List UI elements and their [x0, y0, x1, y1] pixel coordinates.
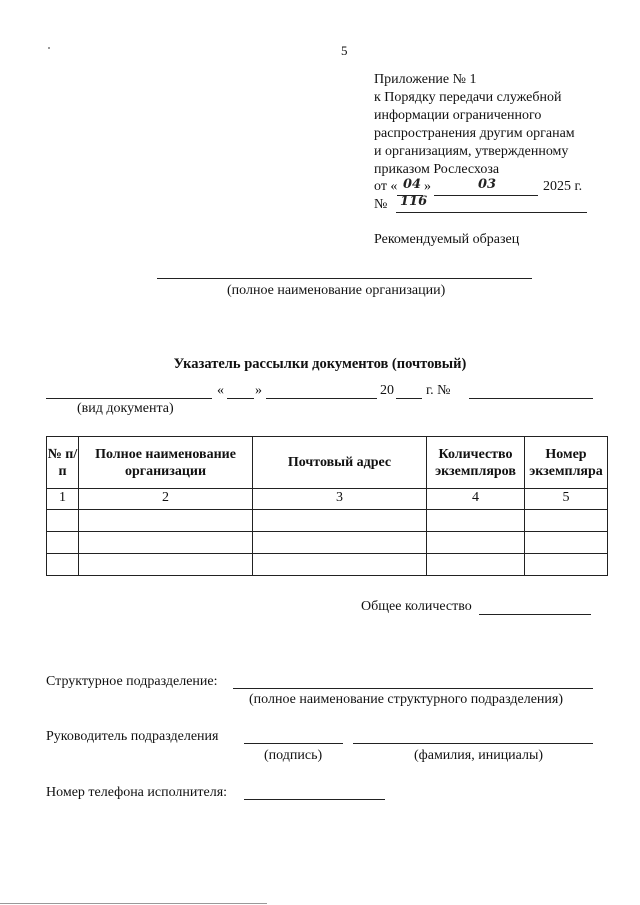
date-prefix: от «	[374, 179, 398, 194]
appendix-line: и организациям, утвержденному	[374, 144, 569, 159]
table-row	[47, 532, 608, 554]
column-number: 1	[47, 489, 79, 510]
date-year: 2025 г.	[543, 179, 583, 194]
doc-month-line	[266, 398, 377, 399]
head-label: Руководитель подразделения	[46, 729, 219, 744]
doc-quote-close: »	[255, 383, 262, 398]
table-cell	[525, 510, 608, 532]
date-day: 04	[403, 177, 422, 192]
column-number: 4	[427, 489, 525, 510]
table-cell	[47, 532, 79, 554]
table-cell	[79, 510, 253, 532]
number-line	[396, 212, 587, 213]
table-cell	[427, 532, 525, 554]
signature-caption: (подпись)	[264, 748, 323, 763]
table-row	[47, 554, 608, 576]
full-name-caption: (фамилия, инициалы)	[414, 748, 544, 763]
doc-quote-open: «	[217, 383, 224, 398]
table-cell	[79, 554, 253, 576]
division-label: Структурное подразделение:	[46, 674, 218, 689]
full-name-line	[353, 743, 593, 744]
table-header-row	[47, 437, 608, 489]
table-cell	[525, 532, 608, 554]
appendix-line: информации ограниченного	[374, 108, 542, 123]
doc-year-prefix: 20	[380, 383, 394, 398]
page-number: 5	[341, 43, 348, 58]
doc-type-caption: (вид документа)	[77, 401, 174, 416]
recommended-sample: Рекомендуемый образец	[374, 232, 520, 247]
table-row	[47, 510, 608, 532]
total-label: Общее количество	[361, 599, 472, 614]
table-cell	[253, 532, 427, 554]
doc-number-line	[469, 398, 593, 399]
doc-day-line	[227, 398, 254, 399]
scan-edge-line	[0, 903, 267, 904]
doc-year-line	[396, 398, 422, 399]
phone-label: Номер телефона исполнителя:	[46, 785, 228, 800]
table-cell	[427, 510, 525, 532]
doc-year-suffix: г. №	[426, 383, 451, 398]
table-cell	[253, 510, 427, 532]
division-caption: (полное наименование структурного подразделения)	[249, 692, 564, 707]
date-mid: »	[424, 179, 431, 194]
org-name-line	[157, 278, 532, 279]
phone-line	[244, 799, 385, 800]
table-cell	[79, 532, 253, 554]
total-line	[479, 614, 591, 615]
column-number: 2	[79, 489, 253, 510]
table-cell	[47, 510, 79, 532]
header-postal-address: Почтовый адрес	[253, 437, 427, 489]
table-cell	[427, 554, 525, 576]
appendix-line: распространения другим органам	[374, 126, 575, 141]
table-cell	[253, 554, 427, 576]
appendix-line: Приложение № 1	[374, 72, 477, 87]
header-copy-number: Номер экземпляра	[525, 437, 608, 489]
org-name-caption: (полное наименование организации)	[227, 283, 446, 298]
column-number: 3	[253, 489, 427, 510]
table-cell	[47, 554, 79, 576]
mailing-table	[46, 436, 608, 576]
table-cell	[525, 554, 608, 576]
appendix-line: приказом Рослесхоза	[374, 162, 500, 177]
number-prefix: №	[374, 197, 388, 212]
signature-line	[244, 743, 343, 744]
header-org-name: Полное наименование организации	[79, 437, 253, 489]
scan-speck	[48, 47, 50, 49]
header-index: № п/п	[47, 437, 79, 489]
document-title: Указатель рассылки документов (почтовый)	[173, 356, 467, 372]
date-month: 03	[478, 177, 497, 192]
number-value: 116	[400, 194, 428, 209]
division-line	[233, 688, 593, 689]
appendix-line: к Порядку передачи служебной	[374, 90, 562, 105]
table-number-row	[47, 489, 608, 510]
doc-type-line	[46, 398, 212, 399]
column-number: 5	[525, 489, 608, 510]
header-copies-count: Количество экземпляров	[427, 437, 525, 489]
date-month-line	[434, 195, 538, 196]
